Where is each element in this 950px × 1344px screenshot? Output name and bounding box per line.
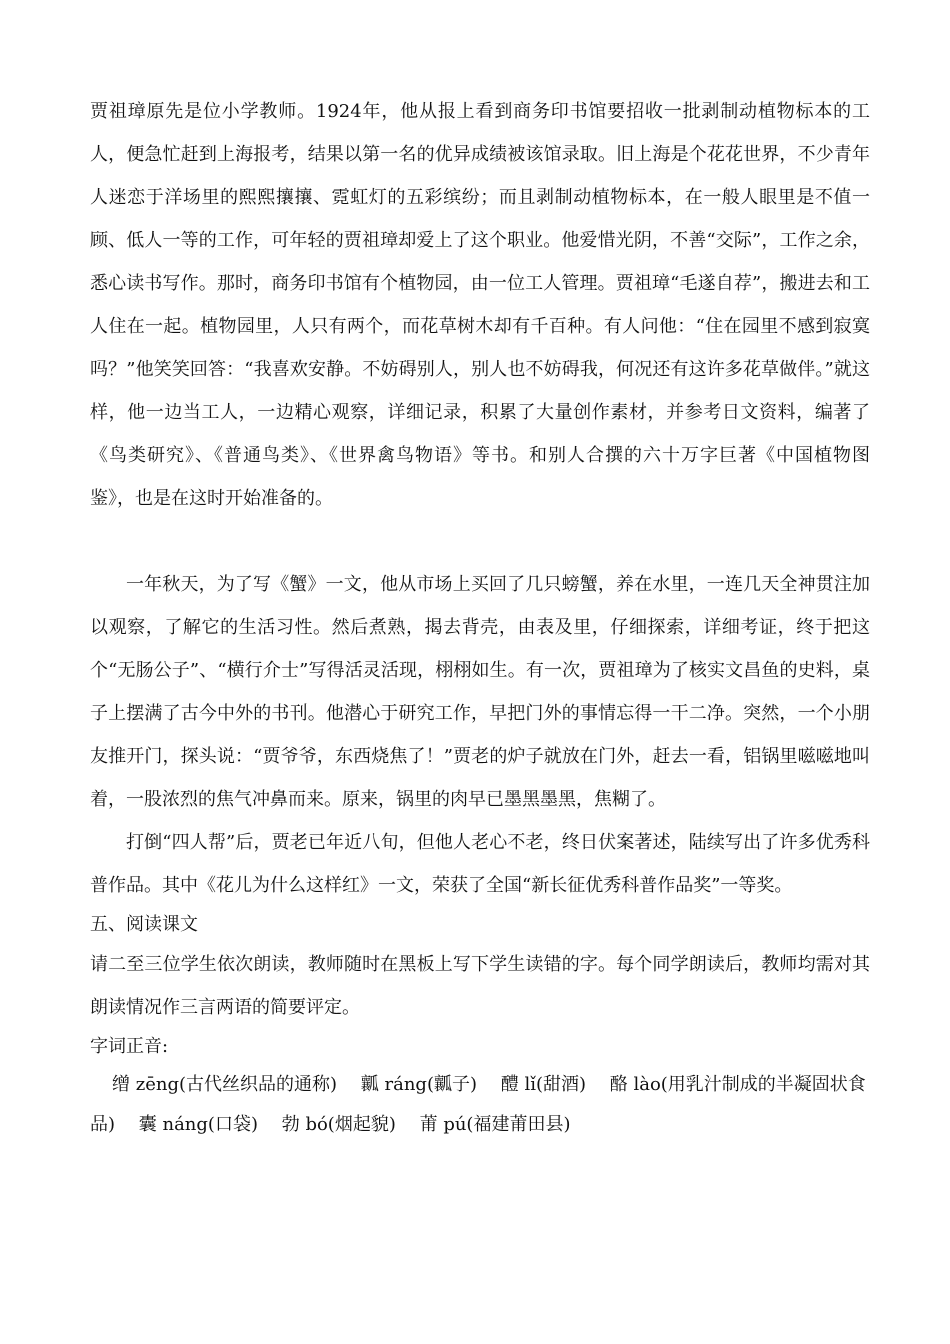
reading-instruction: 请二至三位学生依次朗读，教师随时在黑板上写下学生读错的字。每个同学朗读后，教师均需对其朗读情况作三言两语的简要评定。 (90, 954, 870, 1018)
pronunciation-item: 囊 náng(口袋) (138, 1114, 258, 1135)
pronunciation-item: 勃 bó(烟起貌) (281, 1114, 396, 1135)
pronunciation-item: 莆 pú(福建莆田县) (419, 1114, 571, 1135)
paragraph-intro: 贾祖璋原先是位小学教师。1924年，他从报上看到商务印书馆要招收一批剥制动植物标本的工人，便急忙赶到上海报考，结果以第一名的优异成绩被该馆录取。旧上海是个花花世界，不少青年人迷恋于洋场里的熙熙攘攘、霓虹灯的五彩缤纷；而且剥制动植物标本，在一般人眼里是不值一顾、低人一等的工作，可年轻的贾祖璋却爱上了这个职业。他爱惜光阴，不善“交际”，工作之余，悉心读书写作。那时，商务印书馆有个植物园，由一位工人管理。贾祖璋“毛遂自荐”，搬进去和工人住在一起。植物园里，人只有两个，而花草树木却有千百种。有人问他：“住在园里不感到寂寞吗？”他笑笑回答：“我喜欢安静。不妨碍别人，别人也不妨碍我，何况还有这许多花草做伴。”就这样，他一边当工人，一边精心观察，详细记录，积累了大量创作素材，并参考日文资料，编著了《鸟类研究》、《普通鸟类》、《世界禽鸟物语》等书。和别人合撰的六十万字巨著《中国植物图鉴》，也是在这时开始准备的。 (90, 101, 870, 509)
pronunciation-list (90, 1065, 870, 1145)
pronunciation-item: 瓤 ráng(瓤子) (360, 1074, 477, 1095)
pronunciation-item: 缯 zēng(古代丝织品的通称) (112, 1074, 338, 1095)
paragraph-later-years: 打倒“四人帮”后，贾老已年近八旬，但他人老心不老，终日伏案著述，陆续写出了许多优秀科普作品。其中《花儿为什么这样红》一文，荣获了全国“新长征优秀科普作品奖”一等奖。 (90, 832, 870, 896)
words-heading: 字词正音: (90, 1036, 169, 1057)
pronunciation-item: 醴 lǐ(甜酒) (500, 1074, 586, 1095)
document-page (90, 90, 870, 1145)
pronunciation-item: 酪 lào(用乳汁制成的半凝固状食品) (90, 1074, 866, 1135)
section-title: 五、阅读课文 (90, 914, 198, 935)
paragraph-crab: 一年秋天，为了写《蟹》一文，他从市场上买回了几只螃蟹，养在水里，一连几天全神贯注加以观察，了解它的生活习性。然后煮熟，揭去背壳，由表及里，仔细探索，详细考证，终于把这个“无肠公子”、“横行介士”写得活灵活现，栩栩如生。有一次，贾祖璋为了核实文昌鱼的史料，桌子上摆满了古今中外的书刊。他潜心于研究工作，早把门外的事情忘得一干二净。突然，一个小朋友推开门，探头说：“贾爷爷，东西烧焦了！”贾老的炉子就放在门外，赶去一看，铝锅里嗞嗞地叫着，一股浓烈的焦气冲鼻而来。原来，锅里的肉早已墨黑墨黑，焦糊了。 (90, 574, 870, 810)
